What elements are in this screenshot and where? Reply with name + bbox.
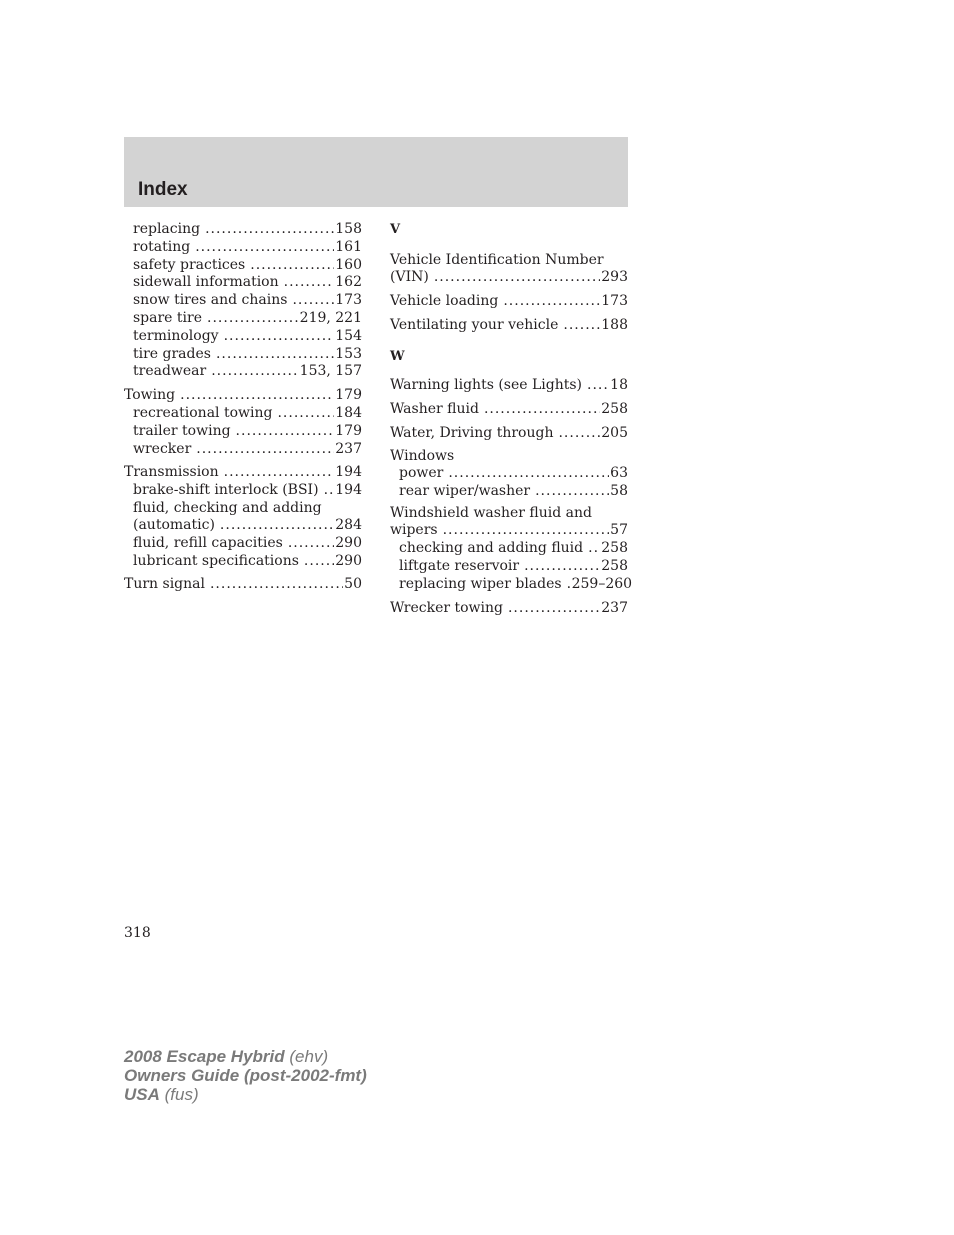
page-ref: 258 — [601, 401, 628, 418]
index-entry: treadwear ..... 153, 157 — [124, 363, 362, 381]
dot-leader — [236, 423, 335, 441]
page-ref: 184 — [335, 404, 362, 421]
index-entry: liftgate reservoir ..... 258 — [390, 558, 628, 576]
page-ref: 160 — [335, 256, 362, 273]
page-ref: 179 — [335, 387, 362, 404]
dot-leader — [211, 363, 298, 381]
page-ref: 58 — [610, 482, 628, 499]
index-entry: checking and adding fluid ..... 258 — [390, 540, 628, 558]
dot-leader — [324, 482, 335, 500]
dot-leader — [277, 405, 334, 423]
page-number: 318 — [124, 925, 151, 941]
index-entry: replacing wiper blades ..... 259–260 — [390, 576, 628, 594]
dot-leader — [304, 553, 334, 571]
footer-line-guide: Owners Guide (post-2002-fmt) — [124, 1066, 367, 1085]
page-ref: 237 — [335, 440, 362, 457]
page-ref: 237 — [601, 599, 628, 616]
page-ref: 57 — [610, 522, 628, 539]
footer-line-market: USA (fus) — [124, 1085, 199, 1104]
dot-leader — [216, 346, 334, 364]
dot-leader — [210, 576, 343, 594]
index-entry: Ventilating your vehicle ..... 188 — [390, 317, 628, 335]
dot-leader — [284, 274, 335, 292]
dot-leader — [195, 239, 334, 257]
page-ref: 63 — [610, 464, 628, 481]
dot-leader — [207, 310, 299, 328]
index-entry: rear wiper/washer ..... 58 — [390, 483, 628, 501]
dot-leader — [288, 535, 334, 553]
index-entry: Wrecker towing ..... 237 — [390, 600, 628, 618]
dot-leader — [443, 522, 610, 540]
index-entry: replacing ..... 158 — [124, 221, 362, 239]
dot-leader — [503, 293, 600, 311]
dot-leader — [180, 387, 334, 405]
dot-leader — [484, 401, 600, 419]
dot-leader — [205, 221, 334, 239]
dot-leader — [250, 257, 334, 275]
dot-leader — [224, 464, 335, 482]
page-ref: 161 — [335, 238, 362, 255]
page-ref: 194 — [335, 464, 362, 481]
page-ref: 162 — [335, 274, 362, 291]
index-letter-heading: V — [390, 222, 401, 237]
page-ref: 290 — [335, 534, 362, 551]
document-footer — [124, 1047, 367, 1104]
page-ref: 153 — [335, 345, 362, 362]
index-entry: terminology ..... 154 — [124, 328, 362, 346]
page-ref: 290 — [335, 552, 362, 569]
dot-leader — [434, 269, 600, 287]
page-ref: 259–260 — [571, 575, 633, 592]
dot-leader — [224, 328, 335, 346]
page-ref: 158 — [335, 221, 362, 237]
index-entry: Turn signal ..... 50 — [124, 576, 362, 594]
index-entry: brake-shift interlock (BSI) ..... 194 — [124, 482, 362, 500]
index-entry: (automatic) ..... 284 — [124, 517, 362, 535]
dot-leader — [563, 317, 600, 335]
dot-leader — [508, 600, 600, 618]
index-entry: Washer fluid ..... 258 — [390, 401, 628, 419]
index-entry: fluid, checking and adding — [133, 499, 322, 516]
page-ref: 293 — [601, 269, 628, 285]
index-letter-heading: W — [390, 349, 405, 365]
index-entry: spare tire ..... 219, 221 — [124, 310, 362, 328]
dot-leader — [588, 540, 600, 558]
index-entry: tire grades ..... 153 — [124, 346, 362, 364]
page-ref: 205 — [601, 424, 628, 441]
index-entry: trailer towing ..... 179 — [124, 423, 362, 441]
dot-leader — [292, 292, 334, 310]
index-entry: wipers ..... 57 — [390, 522, 628, 540]
page-ref: 219, 221 — [299, 309, 362, 326]
page-ref: 173 — [601, 292, 628, 309]
index-entry: Transmission ..... 194 — [124, 464, 362, 482]
index-column-left — [124, 221, 362, 594]
index-entry: Water, Driving through ..... 205 — [390, 425, 628, 443]
index-entry: (VIN) ..... 293 — [390, 269, 628, 287]
section-header-band — [124, 137, 628, 207]
dot-leader — [587, 377, 609, 395]
dot-leader — [558, 425, 600, 443]
index-entry: rotating ..... 161 — [124, 239, 362, 257]
index-entry: power ..... 63 — [390, 465, 628, 483]
dot-leader — [524, 558, 600, 576]
page-ref: 188 — [601, 316, 628, 333]
index-column-right — [390, 221, 633, 617]
dot-leader — [567, 576, 571, 594]
index-entry: snow tires and chains ..... 173 — [124, 292, 362, 310]
index-entry: sidewall information ..... 162 — [124, 274, 362, 292]
dot-leader — [196, 441, 334, 459]
index-entry: lubricant specifications ..... 290 — [124, 553, 362, 571]
dot-leader — [448, 465, 609, 483]
footer-line-model: 2008 Escape Hybrid (ehv) — [124, 1047, 329, 1066]
index-entry: Towing ..... 179 — [124, 387, 362, 405]
dot-leader — [535, 483, 609, 501]
page-ref: 153, 157 — [299, 363, 362, 380]
page-ref: 284 — [335, 516, 362, 533]
page-ref: 173 — [335, 292, 362, 309]
page-ref: 258 — [601, 540, 628, 557]
index-entry: safety practices ..... 160 — [124, 257, 362, 275]
page-ref: 18 — [610, 377, 628, 394]
index-entry: Vehicle loading ..... 173 — [390, 293, 628, 311]
index-entry: Vehicle Identification Number — [390, 252, 604, 268]
index-entry: wrecker ..... 237 — [124, 441, 362, 459]
page-ref: 154 — [335, 327, 362, 344]
index-entry: Windows — [390, 447, 455, 464]
index-entry: Windshield washer fluid and — [390, 505, 592, 522]
dot-leader — [220, 517, 334, 535]
page-ref: 50 — [344, 576, 362, 593]
index-entry: Warning lights (see Lights) ..... 18 — [390, 377, 628, 395]
page-ref: 179 — [335, 422, 362, 439]
page-ref: 258 — [601, 557, 628, 574]
section-title: Index — [138, 179, 188, 200]
index-entry: fluid, refill capacities ..... 290 — [124, 535, 362, 553]
page-ref: 194 — [335, 482, 362, 499]
index-entry: recreational towing ..... 184 — [124, 405, 362, 423]
